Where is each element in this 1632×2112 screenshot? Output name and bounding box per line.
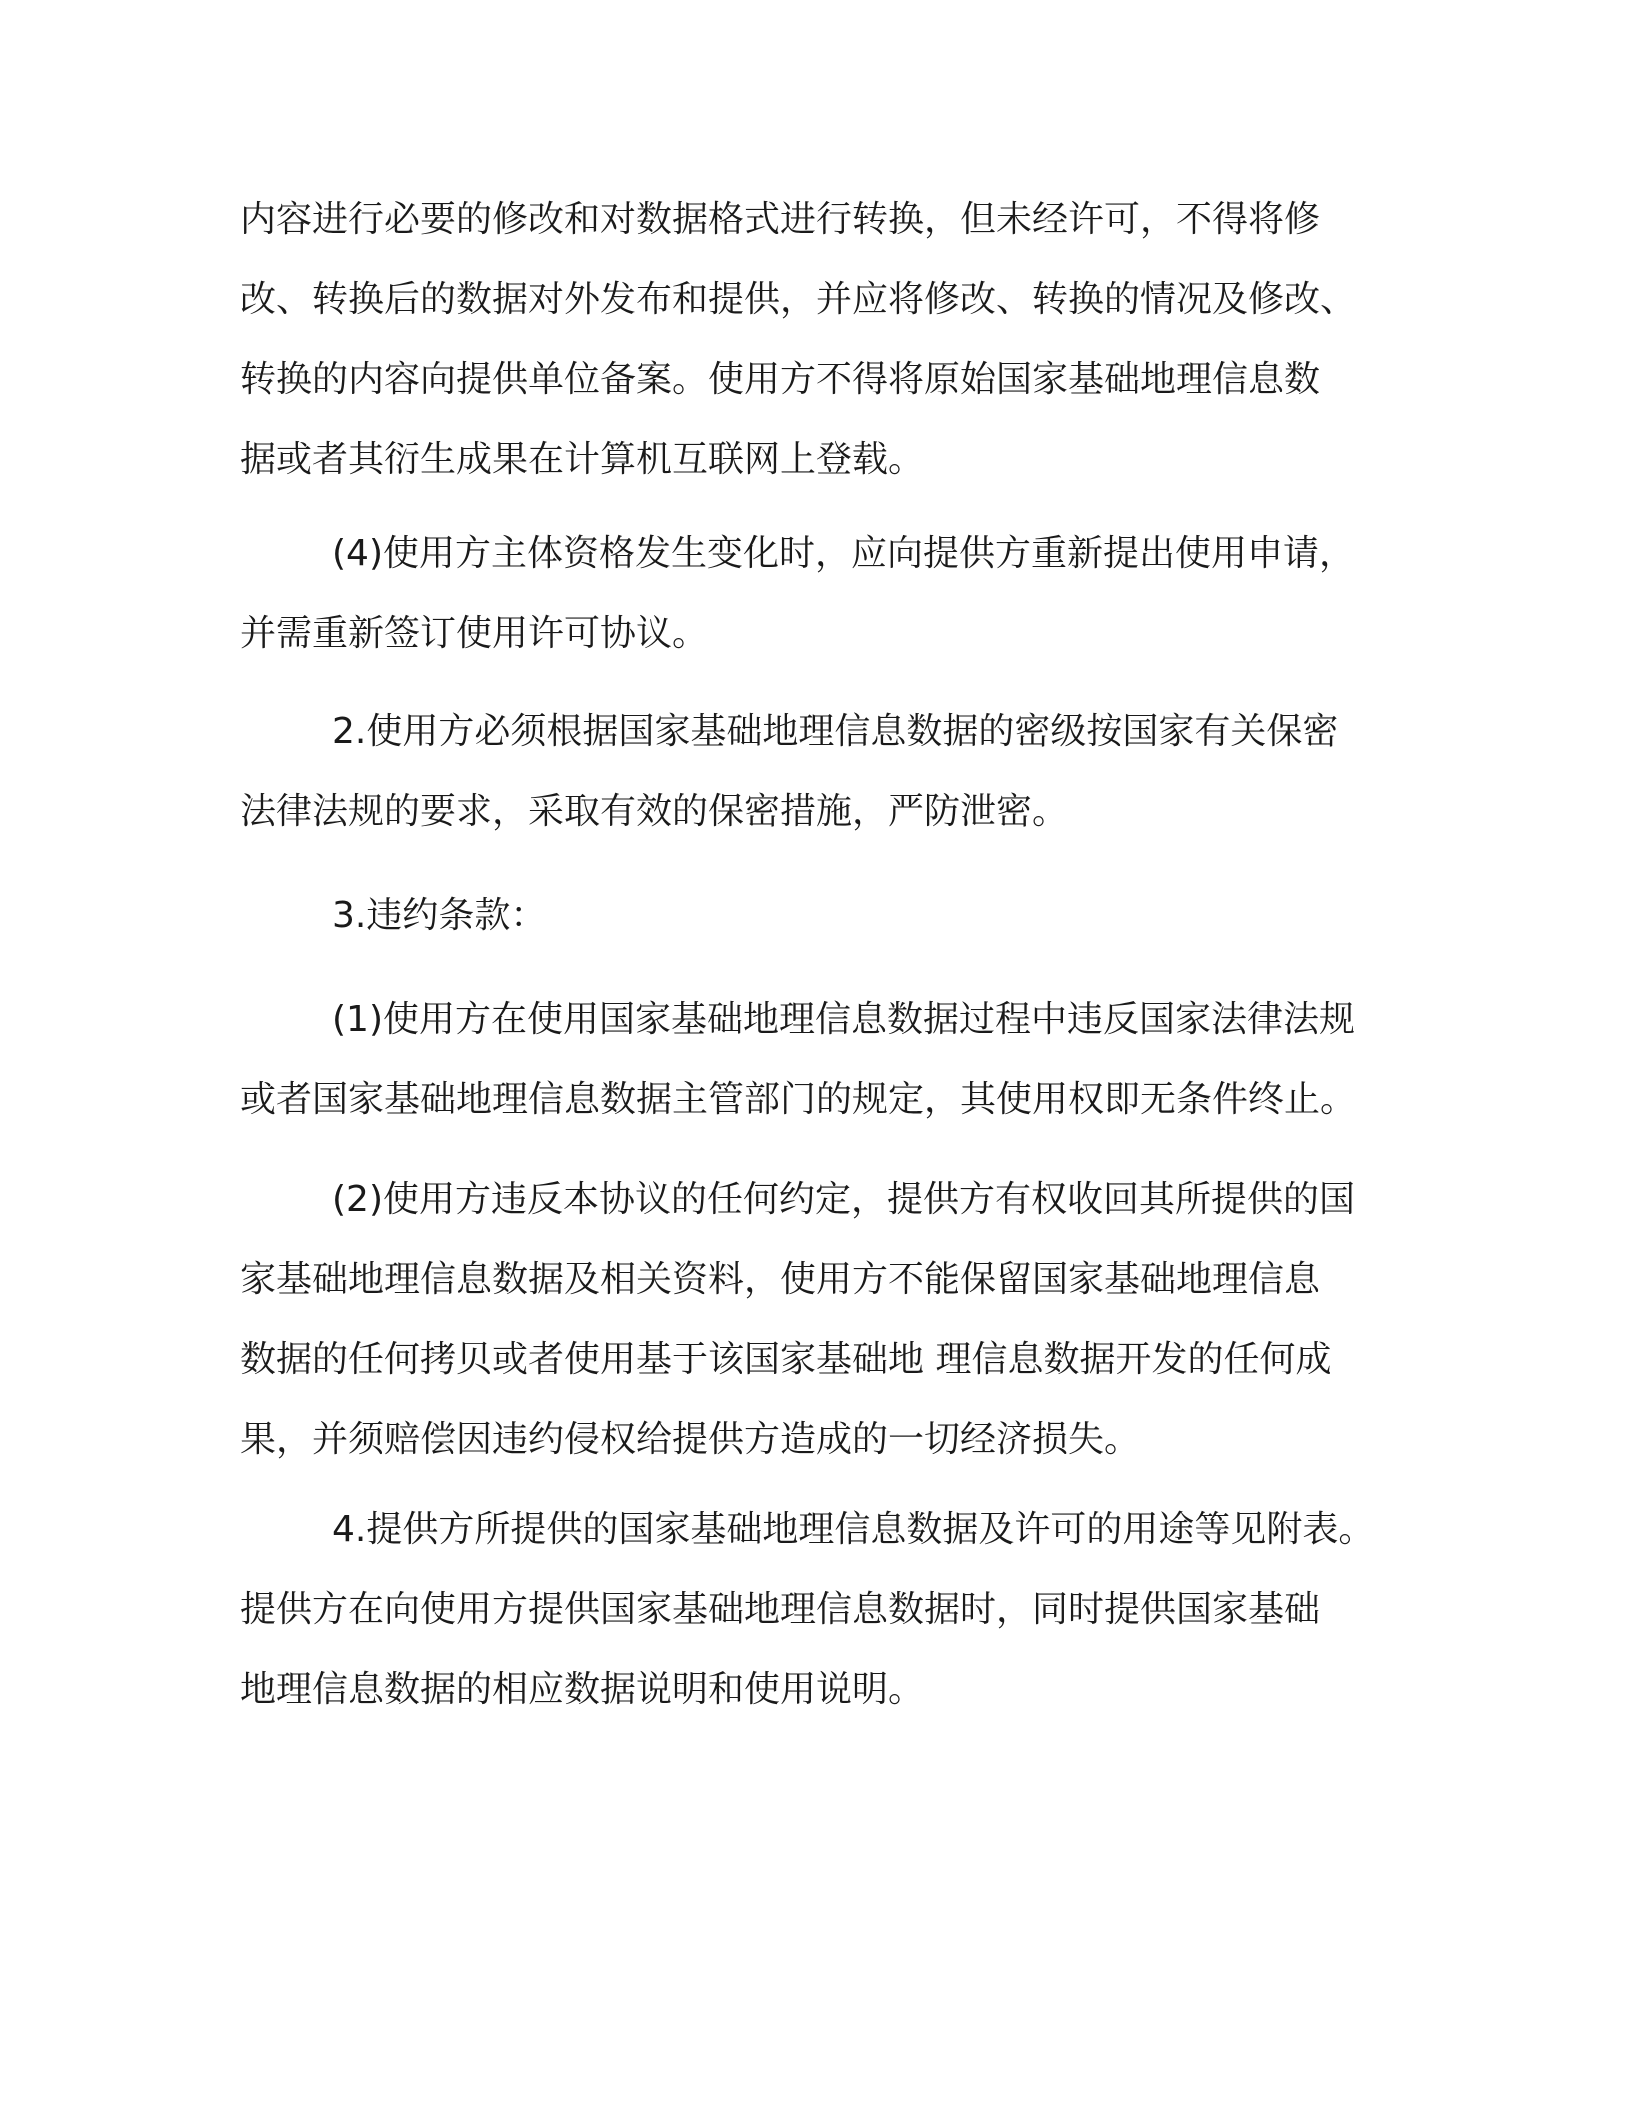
text-line: 数据的任何拷贝或者使用基于该国家基础地 理信息数据开发的任何成 <box>240 1339 1332 1380</box>
paragraph-continued-text <box>240 180 1400 500</box>
paragraph-clause-2 <box>240 692 1400 852</box>
text-line: 内容进行必要的修改和对数据格式进行转换，但未经许可，不得将修 <box>240 199 1321 240</box>
text-line: 4.提供方所提供的国家基础地理信息数据及许可的用途等见附表。 <box>332 1509 1375 1550</box>
text-line: (1)使用方在使用国家基础地理信息数据过程中违反国家法律法规 <box>332 999 1355 1040</box>
paragraph-item-2 <box>240 1160 1400 1480</box>
text-line: 家基础地理信息数据及相关资料，使用方不能保留国家基础地理信息 <box>240 1259 1321 1300</box>
text-line: 或者国家基础地理信息数据主管部门的规定，其使用权即无条件终止。 <box>240 1079 1357 1120</box>
text-line: (4)使用方主体资格发生变化时，应向提供方重新提出使用申请， <box>332 533 1355 574</box>
text-line: 地理信息数据的相应数据说明和使用说明。 <box>240 1669 925 1710</box>
text-line: 3.违约条款： <box>332 895 547 936</box>
paragraph-clause-3-heading <box>240 876 1400 956</box>
text-line: 提供方在向使用方提供国家基础地理信息数据时，同时提供国家基础 <box>240 1589 1321 1630</box>
text-line: 改、转换后的数据对外发布和提供，并应将修改、转换的情况及修改、 <box>240 279 1357 320</box>
text-line: 转换的内容向提供单位备案。使用方不得将原始国家基础地理信息数 <box>240 359 1321 400</box>
paragraph-item-1 <box>240 980 1400 1140</box>
text-line: 据或者其衍生成果在计算机互联网上登载。 <box>240 439 925 480</box>
text-line: 法律法规的要求，采取有效的保密措施，严防泄密。 <box>240 791 1069 832</box>
text-line: (2)使用方违反本协议的任何约定，提供方有权收回其所提供的国 <box>332 1179 1355 1220</box>
text-line: 2.使用方必须根据国家基础地理信息数据的密级按国家有关保密 <box>332 711 1339 752</box>
paragraph-item-4 <box>240 514 1400 674</box>
text-line: 并需重新签订使用许可协议。 <box>240 613 709 654</box>
paragraph-clause-4 <box>240 1490 1400 1730</box>
text-line: 果，并须赔偿因违约侵权给提供方造成的一切经济损失。 <box>240 1419 1141 1460</box>
